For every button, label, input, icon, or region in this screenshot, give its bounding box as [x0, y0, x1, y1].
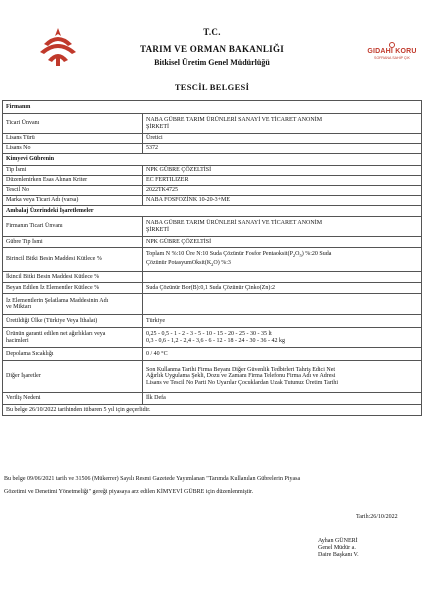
table-row: [3, 248, 422, 272]
section-packaging: Ambalaj Üzerindeki İşaretlemeler: [3, 206, 422, 217]
table-row: [3, 315, 422, 328]
table-row: [3, 114, 422, 134]
registration-table: [2, 100, 422, 416]
row-label: Ticari Ünvanı: [3, 114, 143, 134]
row-label: Ürünün garanti edilen net ağırlıkları veya hacimleri: [3, 328, 143, 348]
row-value: NABA FOSFOZİNK 10-20-3+ME: [143, 196, 422, 206]
signer-title-2: Daire Başkanı V.: [318, 552, 359, 558]
table-row: [3, 237, 422, 248]
table-row: [3, 186, 422, 196]
row-label: Birincil Bitki Besin Maddesi Kütlece %: [3, 248, 143, 272]
signature-block: [318, 538, 422, 559]
logo-sub-text: SOFRANA SAHİP ÇIK: [374, 56, 410, 60]
section-fertilizer: Kimyevi Gübrenin: [3, 154, 422, 166]
row-label: Diğer İşaretler: [3, 361, 143, 393]
row-label: Firmanın Ticari Ünvanı: [3, 217, 143, 237]
row-value: [143, 272, 422, 283]
row-value: NPK GÜBRE ÇÖZELTİSİ: [143, 237, 422, 248]
section-firm: Firmanın: [3, 101, 422, 114]
signer-title-1: Genel Müdür a.: [318, 545, 356, 551]
row-value: 5372: [143, 144, 422, 154]
table-row: [3, 361, 422, 393]
signer-name: Ayhan GÜNERİ: [318, 538, 358, 544]
row-label: Lisans Türü: [3, 134, 143, 144]
table-row: [3, 348, 422, 361]
validity-row: [3, 405, 422, 416]
section-row-firm: [3, 101, 422, 114]
table-row: [3, 196, 422, 206]
row-label: İkincil Bitki Besin Maddesi Kütlece %: [3, 272, 143, 283]
section-row-fertilizer: [3, 154, 422, 166]
row-value: Toplam N %:10 Üre N:10 Suda Çözünür Fosfor $Pentaoksit(P_2O_5)$ %:20 Suda Çözünür $PotasyumOksit(K_2O)$ %:3: [143, 248, 422, 272]
row-value: Üretici: [143, 134, 422, 144]
row-value: Suda Çözünür Bor(B):0,1 Suda Çözünür Çinko(Zn):2: [143, 283, 422, 294]
header-ministry: TARIM VE ORMAN BAKANLIĞI: [139, 44, 285, 54]
row-value: NABA GÜBRE TARIM ÜRÜNLERİ SANAYİ VE TİCARET ANONİM ŞİRKETİ: [143, 217, 422, 237]
header-department: Bitkisel Üretim Genel Müdürlüğü: [154, 58, 270, 67]
table-row: [3, 166, 422, 176]
document-header: [0, 0, 424, 100]
row-value: NPK GÜBRE ÇÖZELTİSİ: [143, 166, 422, 176]
table-row: [3, 134, 422, 144]
validity-text: Bu belge 26/10/2022 tarihinden itibaren 5 yıl için geçerlidir.: [3, 405, 422, 416]
row-label: Üretildiği Ülke (Türkiye Veya İthalat): [3, 315, 143, 328]
table-row: [3, 283, 422, 294]
row-value: [143, 294, 422, 315]
logo-brand-text: GIDAHI KORU: [367, 48, 417, 55]
regulation-note-line-2: Gözetimi ve Denetimi Yönetmeliği" gereği piyasaya arz edilen KİMYEVİ GÜBRE için düzenlenmiştir.: [4, 489, 254, 495]
table-row: [3, 393, 422, 405]
issue-date: Tarih:26/10/2022: [356, 514, 398, 520]
row-label: Veriliş Nedeni: [3, 393, 143, 405]
row-label: Düzenlenirken Esas Alınan Kriter: [3, 176, 143, 186]
document-title: TESCİL BELGESİ: [174, 82, 250, 92]
row-label: Gübre Tip İsmi: [3, 237, 143, 248]
table-row: [3, 217, 422, 237]
row-label: Depolama Sıcaklığı: [3, 348, 143, 361]
row-value: 2022TK4725: [143, 186, 422, 196]
row-value: 0,25 - 0,5 - 1 - 2 - 3 - 5 - 10 - 15 - 20 - 25 - 30 - 35 lt 0,3 - 0,6 - 1,2 - 2,4 - 3,6 - 6 - 12 - 18 - 24 - 30 - 36 - 42 kg: [143, 328, 422, 348]
row-value: Türkiye: [143, 315, 422, 328]
regulation-note-line-1: Bu belge 09/06/2021 tarih ve 31506 (Mükerrer) Sayılı Resmi Gazetede Yayımlanan "Tarımda Kullanılan Gübrelerin Piyasa: [4, 476, 301, 482]
table-row: [3, 328, 422, 348]
row-label: Marka veya Ticari Adı (varsa): [3, 196, 143, 206]
row-label: Tescil No: [3, 186, 143, 196]
row-value: NABA GÜBRE TARIM ÜRÜNLERİ SANAYİ VE TİCARET ANONİM ŞİRKETİ: [143, 114, 422, 134]
table-row: [3, 144, 422, 154]
table-row: [3, 294, 422, 315]
row-label: Beyan Edilen İz Elementler Kütlece %: [3, 283, 143, 294]
row-value: Son Kullanma Tarihi Firma Beyanı Diğer Güvenlik Tedbirleri Tahriş Edici Net Ağırlık Uygulama Şekli, Dozu ve Zamanı Firma Telefonu Firma Adı ve Adresi Lisans ve Tescil No Parti No Uyarılar Çocuklardan Uzak Tutunuz Üretim Tarihi: [143, 361, 422, 393]
row-label: Lisans No: [3, 144, 143, 154]
row-value: İlk Defa: [143, 393, 422, 405]
row-value: 0 / 40 °C: [143, 348, 422, 361]
table-row: [3, 272, 422, 283]
row-label: İz Elementlerin Şelatlama Maddesinin Adı ve Miktarı: [3, 294, 143, 315]
row-label: Tip İsmi: [3, 166, 143, 176]
table-row: [3, 176, 422, 186]
section-row-packaging: [3, 206, 422, 217]
row-value: EC FERTILIZER: [143, 176, 422, 186]
header-tc: T.C.: [203, 27, 221, 37]
